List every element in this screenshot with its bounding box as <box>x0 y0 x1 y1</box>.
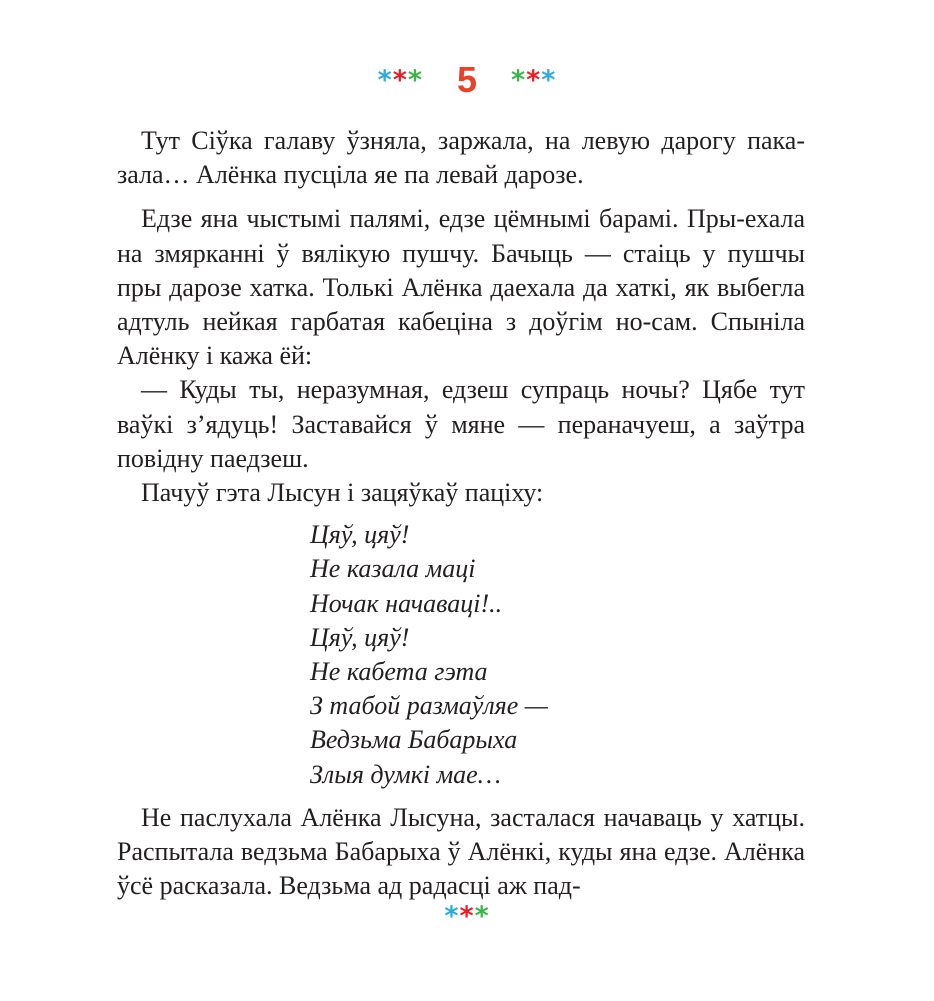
page-footer <box>0 903 934 930</box>
page-header <box>0 59 934 100</box>
paragraph: Пачуў гэта Лысун і зацяўкаў паціху: <box>141 478 544 508</box>
star-icon: * <box>511 64 527 96</box>
decor-stars-left <box>377 64 423 96</box>
poem-line: З табой размаўляе — <box>310 691 548 721</box>
star-icon: * <box>541 64 557 96</box>
star-icon: * <box>444 901 460 932</box>
paragraph: — Куды ты, неразумная, едзеш супраць ночы? Цябе тут ваўкі з’ядуць! Заставайся ў мяне — пераначуеш, а заўтра повідну паедзеш. <box>117 375 805 473</box>
star-icon: * <box>377 64 393 96</box>
star-icon: * <box>474 901 490 932</box>
poem-line: Ведзьма Бабарыха <box>310 725 518 755</box>
paragraph: Не паслухала Алёнка Лысуна, засталася начаваць у хатцы. Распытала ведзьма Бабарыха ў Алёнкі, куды яна едзе. Алёнка ўсё расказала. Ведзьма ад радасці аж пад- <box>117 802 805 901</box>
star-icon: * <box>459 901 475 932</box>
poem <box>310 518 805 792</box>
poem-line: Цяў, цяў! <box>310 622 410 652</box>
story-text <box>117 124 805 903</box>
decor-stars-footer <box>444 903 489 930</box>
poem-line: Не казала маці <box>310 554 476 584</box>
poem-line: Ночак начаваці!.. <box>310 588 503 618</box>
star-icon: * <box>407 64 423 96</box>
decor-stars-right <box>511 64 557 96</box>
paragraph: Едзе яна чыстымі палямі, едзе цёмнымі барамі. Пры-ехала на змярканні ў вялікую пушчу. Бачыць — стаіць у пушчы пры дарозе хатка. Толькі Алёнка даехала да хаткі, як выбегла адтуль нейкая гарбатая кабеціна з доўгім но-сам. Спыніла Алёнку і кажа ёй: <box>117 204 805 371</box>
page-number: 5 <box>456 59 478 100</box>
poem-line: Не кабета гэта <box>310 657 488 687</box>
poem-line: Злыя думкі мае… <box>310 759 501 789</box>
poem-line: Цяў, цяў! <box>310 520 410 550</box>
star-icon: * <box>526 64 542 96</box>
star-icon: * <box>392 64 408 96</box>
paragraph: Тут Сіўка галаву ўзняла, заржала, на левую дарогу пака-зала… Алёнка пусціла яе па левай дарозе. <box>117 126 805 190</box>
